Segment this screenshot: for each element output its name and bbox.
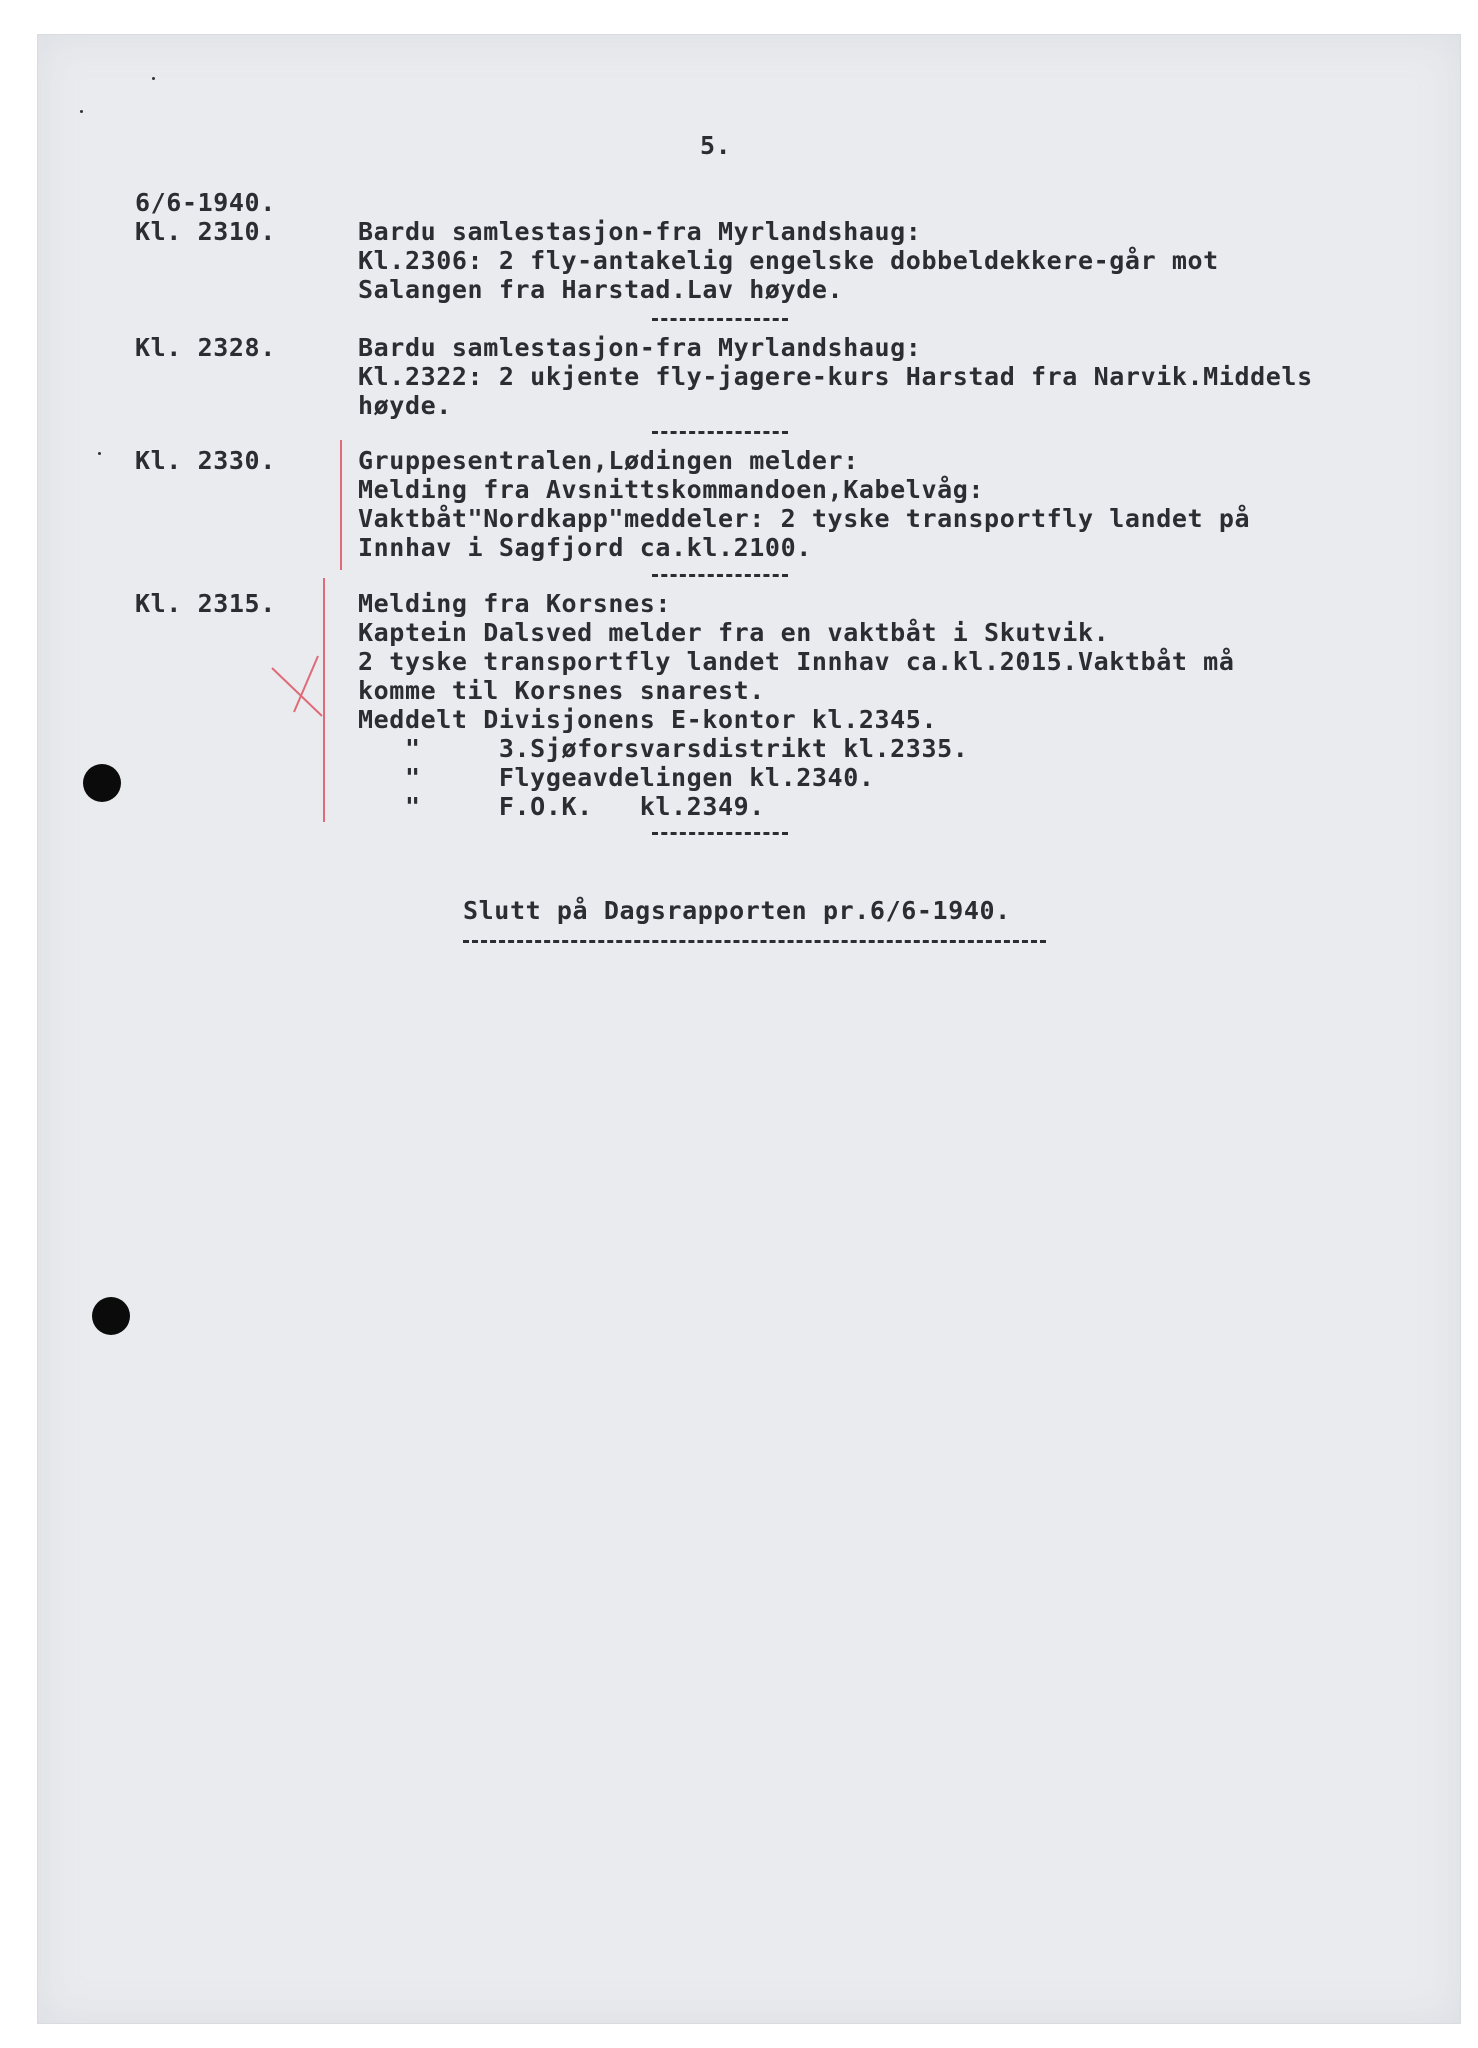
report-date: 6/6-1940. — [135, 188, 276, 217]
entry-time: Kl. 2330. — [135, 446, 276, 475]
entry-line: komme til Korsnes snarest. — [358, 676, 765, 705]
closing-underline — [463, 940, 1046, 943]
entry-line: Kl.2306: 2 fly-antakelig engelske dobbeldekkere-går mot — [358, 246, 1219, 275]
entry-line: " Flygeavdelingen kl.2340. — [358, 763, 875, 792]
separator-line — [652, 832, 788, 835]
red-x-mark-icon — [264, 650, 328, 722]
punch-hole-top — [83, 764, 121, 802]
closing-line: Slutt på Dagsrapporten pr.6/6-1940. — [463, 896, 1011, 925]
speck — [152, 77, 155, 80]
speck — [98, 452, 101, 455]
entry-line: " F.O.K. kl.2349. — [358, 792, 765, 821]
entry-line: Meddelt Divisjonens E-kontor kl.2345. — [358, 705, 938, 734]
speck — [80, 110, 83, 113]
separator-line — [652, 431, 788, 434]
entry-line: Salangen fra Harstad.Lav høyde. — [358, 275, 844, 304]
entry-line: Melding fra Korsnes: — [358, 589, 672, 618]
entry-time: Kl. 2310. — [135, 217, 276, 246]
red-margin-line-upper — [340, 440, 342, 570]
entry-time: Kl. 2315. — [135, 589, 276, 618]
entry-line: Bardu samlestasjon-fra Myrlandshaug: — [358, 217, 922, 246]
entry-line: høyde. — [358, 391, 452, 420]
punch-hole-bottom — [92, 1297, 130, 1335]
entry-time: Kl. 2328. — [135, 333, 276, 362]
entry-line: Vaktbåt"Nordkapp"meddeler: 2 tyske transportfly landet på — [358, 504, 1251, 533]
page-number: 5. — [700, 131, 732, 160]
entry-line: Kaptein Dalsved melder fra en vaktbåt i Skutvik. — [358, 618, 1110, 647]
entry-line: Bardu samlestasjon-fra Myrlandshaug: — [358, 333, 922, 362]
entry-line: Melding fra Avsnittskommandoen,Kabelvåg: — [358, 475, 985, 504]
entry-line: " 3.Sjøforsvarsdistrikt kl.2335. — [358, 734, 969, 763]
entry-line: Innhav i Sagfjord ca.kl.2100. — [358, 533, 812, 562]
entry-line: Gruppesentralen,Lødingen melder: — [358, 446, 859, 475]
entry-line: 2 tyske transportfly landet Innhav ca.kl.2015.Vaktbåt må — [358, 647, 1235, 676]
separator-line — [652, 574, 788, 577]
entry-line: Kl.2322: 2 ukjente fly-jagere-kurs Harstad fra Narvik.Middels — [358, 362, 1313, 391]
separator-line — [652, 318, 788, 321]
